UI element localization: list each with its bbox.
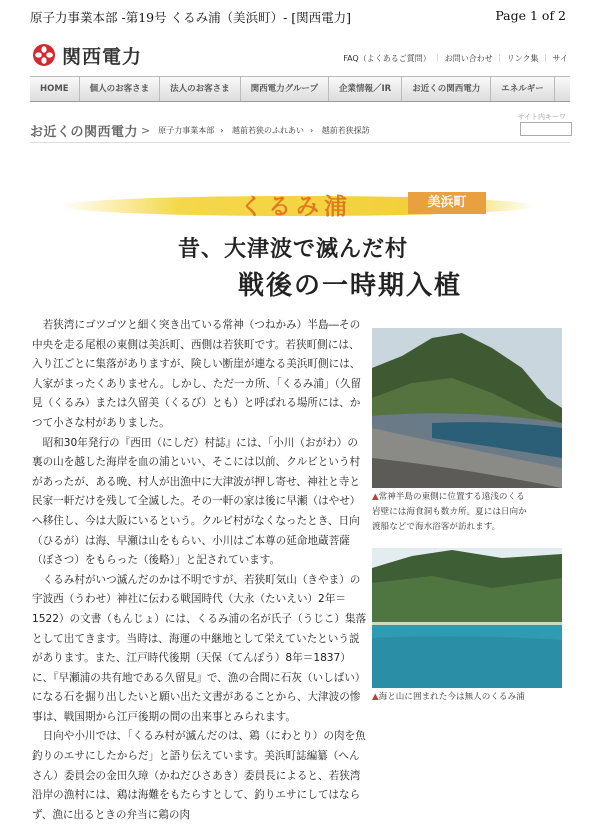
headline-primary: 昔、大津波で滅んだ村 xyxy=(178,236,409,262)
nav-local[interactable]: お近くの関西電力 xyxy=(402,77,491,101)
nav-home[interactable]: HOME xyxy=(30,77,80,101)
nav-personal[interactable]: 個人のお客さま xyxy=(80,77,161,101)
utility-links: FAQ（よくあるご質問） ｜ お問い合わせ ｜ リンク集 ｜ サイ xyxy=(343,54,568,63)
photo-beach xyxy=(372,328,562,488)
chevron-right-icon: > xyxy=(141,123,151,137)
article-body xyxy=(32,316,368,825)
photo-caption: ▲海と山に囲まれた今は無人のくるみ浦 xyxy=(372,692,525,702)
nav-energy[interactable]: エネルギー xyxy=(491,77,555,101)
nav-group[interactable]: 関西電力グループ xyxy=(241,77,329,101)
section-title: お近くの関西電力 xyxy=(30,124,139,140)
print-page-title: 原子力事業本部 -第19号 くるみ浦（美浜町）- [関西電力] xyxy=(30,10,352,25)
photo-bay xyxy=(372,548,562,688)
triangle-up-icon: ▲ xyxy=(372,692,379,702)
sitemap-link[interactable]: サイ xyxy=(552,54,568,63)
contact-link[interactable]: お問い合わせ xyxy=(444,54,493,63)
kepco-logo-icon xyxy=(32,43,56,67)
brand-name: 関西電力 xyxy=(62,45,143,68)
breadcrumb xyxy=(158,125,376,136)
paragraph: 昭和30年発行の『西田（にしだ）村誌』には、「小川（おがわ）の裏の山を越した海岸を血の浦といい、そこには以前、クルビという村があったが、ある晩、村人が出漁中に大津波が押し寄せ、神社と寺と民家一軒だけを残して全滅した。その一軒の家は後に早瀬（はやせ）へ移住し、今は大阪にいるという。クルビ村がなくなったとき、日向（ひるが）は海、早瀬は山をもらい、小川はご本尊の延命地蔵菩薩（ぼさつ）をもらった（後略）」と記されています。 xyxy=(32,436,361,567)
links-link[interactable]: リンク集 xyxy=(506,54,539,63)
print-header xyxy=(0,0,600,26)
paragraph: くるみ村がいつ滅んだのかは不明ですが、若狭町気山（きやま）の宇波西（うわせ）神社に伝わる戦国時代（大永（たいえい）2年＝1522）の文書（もんじょ）には、くるみ浦の名が氏子（うじこ）集落として出てきます。当時は、海運の中継地として栄えていたという説があります。また、江戸時代後期（天保（てんぽう）8年＝1837）に、『早瀬浦の共有地である久留見』で、漁の合間に石灰（いしばい）になる石を掘り出したいと願い出た文書があることから、大津波の惨事は、戦国期から江戸後期の間の出来事とみられます。 xyxy=(32,573,367,723)
photo-caption: ▲常神半島の東側に位置する遠浅のくる 岩壁には海食洞も数カ所。夏には日向か 渡船などで海水浴客が訪れます。 xyxy=(372,492,527,532)
global-nav xyxy=(30,76,570,102)
breadcrumb-item[interactable]: 越前若狭のふれあい xyxy=(231,125,304,135)
triangle-up-icon: ▲ xyxy=(372,492,379,502)
nav-business[interactable]: 法人のお客さま xyxy=(160,77,241,101)
chevron-right-icon: › xyxy=(309,125,314,135)
page-frame xyxy=(30,32,568,835)
brand-logo[interactable] xyxy=(32,42,142,68)
breadcrumb-item[interactable]: 越前若狭探訪 xyxy=(321,125,370,135)
faq-link[interactable]: FAQ（よくあるご質問） xyxy=(343,54,431,63)
page-number: Page 1 of 2 xyxy=(495,8,566,23)
paragraph: 若狭湾にゴツゴツと細く突き出ている常神（つねかみ）半島―その中央を走る尾根の東側は美浜町、西側は若狭町です。若狭町側には、入り江ごとに集落がありますが、険しい断崖が連なる美浜町側には、人家がまったくありません。しかし、ただ一カ所、「くるみ浦」（久留見（くるみ）または久留美（くるび）とも）と呼ばれる場所には、かつて小さな村がありました。 xyxy=(32,319,362,429)
paragraph: 日向や小川では、「くるみ村が滅んだのは、鶏（にわとり）の肉を魚釣りのエサにしたからだ」と語り伝えています。美浜町誌編纂（へんさん）委員会の金田久璋（かねだひさあき）委員長によると、若狭湾沿岸の漁村には、鶏は海難をもたらすとして、釣りエサにしてはならず、漁に出るときの弁当に鶏の肉 xyxy=(32,730,366,821)
section-header xyxy=(30,118,570,143)
breadcrumb-item[interactable]: 原子力事業本部 xyxy=(158,125,215,135)
town-badge: 美浜町 xyxy=(408,192,486,214)
headline-secondary: 戦後の一時期入植 xyxy=(238,271,463,301)
site-search-label: サイト内キーワ xyxy=(517,113,566,121)
article-banner xyxy=(30,182,558,222)
place-name: くるみ浦 xyxy=(240,193,352,220)
chevron-right-icon: › xyxy=(220,125,224,135)
nav-corporate-ir[interactable]: 企業情報／IR xyxy=(329,77,402,101)
